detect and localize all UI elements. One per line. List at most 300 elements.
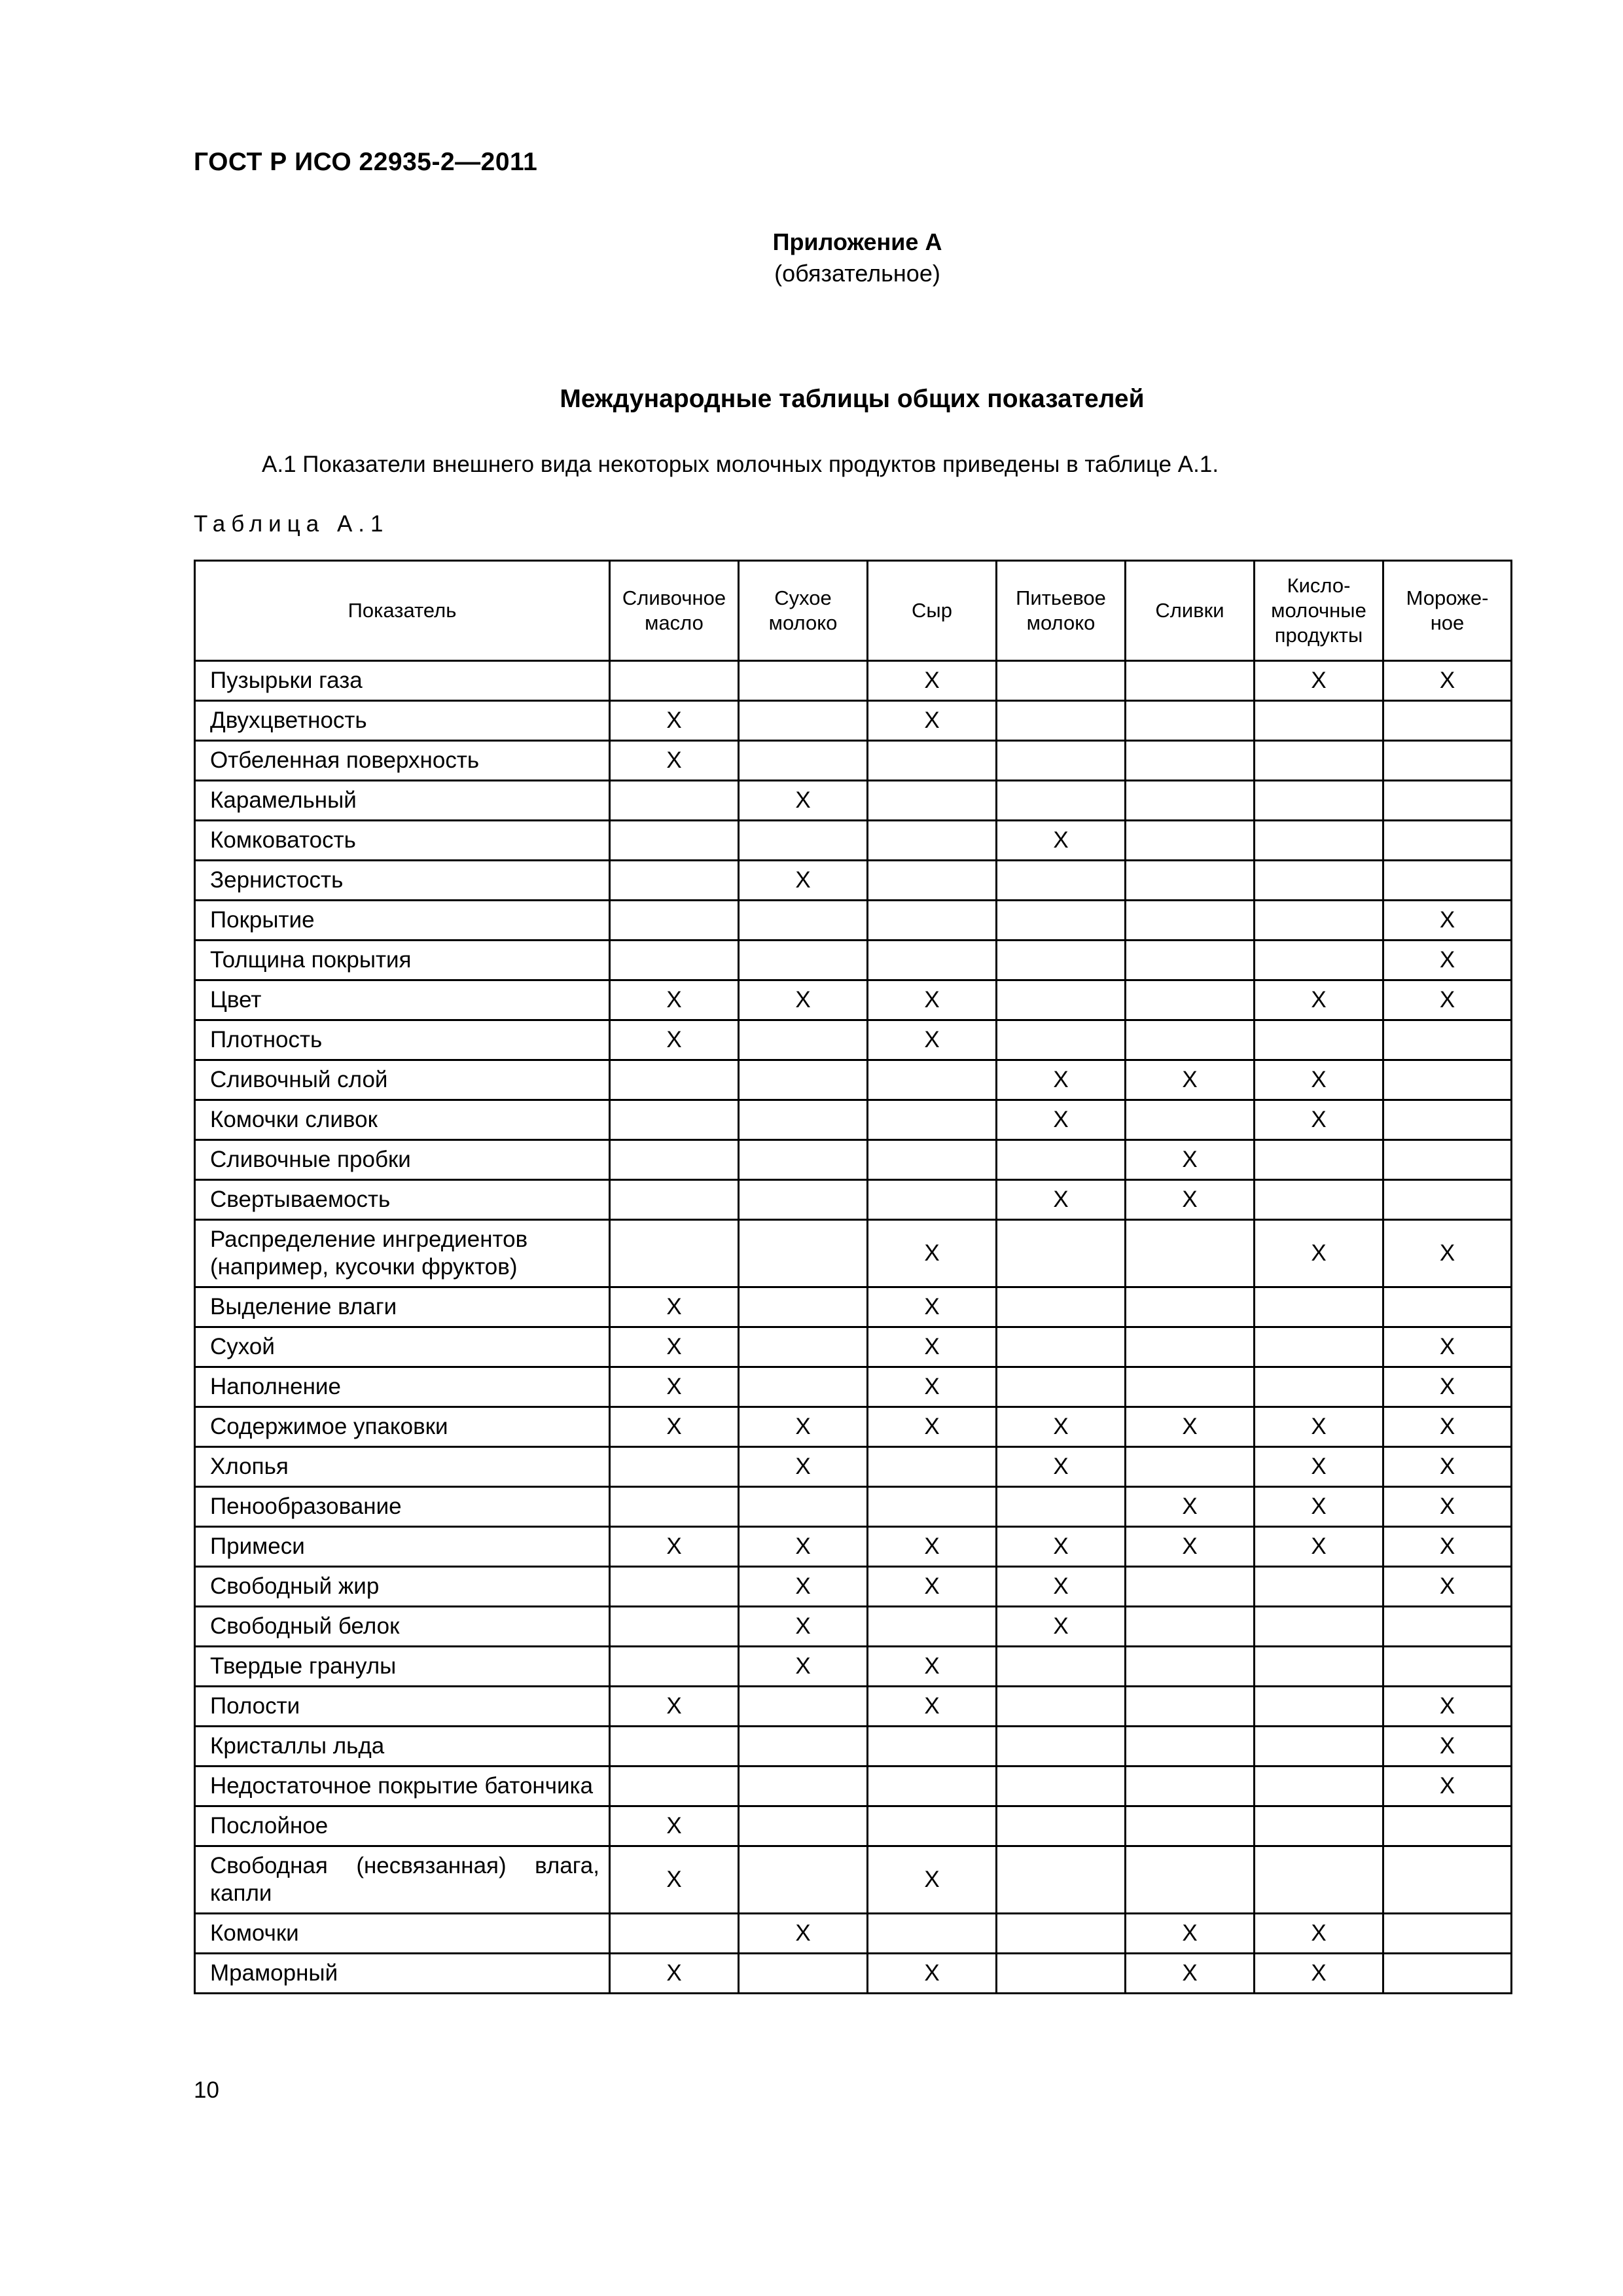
mark-cell bbox=[1383, 1100, 1512, 1140]
mark-cell bbox=[997, 1220, 1126, 1287]
mark-cell bbox=[868, 1100, 997, 1140]
mark-cell bbox=[1126, 1180, 1255, 1220]
indicator-name-cell bbox=[195, 1647, 610, 1687]
mark-cell bbox=[1126, 1447, 1255, 1487]
column-header-line: масло bbox=[645, 611, 704, 634]
mark-cell bbox=[997, 1954, 1126, 1994]
applicable-mark: X bbox=[1053, 1414, 1069, 1439]
table-row bbox=[195, 1527, 1512, 1567]
mark-cell bbox=[1255, 1527, 1383, 1567]
mark-cell bbox=[868, 1954, 997, 1994]
mark-cell bbox=[1383, 1327, 1512, 1367]
applicable-mark: X bbox=[1182, 1920, 1198, 1946]
indicator-name-cell bbox=[195, 1727, 610, 1767]
mark-cell bbox=[739, 781, 868, 821]
mark-cell bbox=[1126, 1287, 1255, 1327]
mark-cell bbox=[739, 1727, 868, 1767]
mark-cell bbox=[610, 980, 739, 1020]
applicable-mark: X bbox=[924, 1653, 940, 1679]
applicable-mark: X bbox=[1439, 1494, 1455, 1519]
table-row bbox=[195, 701, 1512, 741]
indicator-name-cell bbox=[195, 781, 610, 821]
indicator-name: Послойное bbox=[210, 1813, 329, 1839]
mark-cell bbox=[1383, 1407, 1512, 1447]
mark-cell bbox=[1255, 701, 1383, 741]
indicator-name-cell bbox=[195, 1687, 610, 1727]
mark-cell bbox=[997, 781, 1126, 821]
applicable-mark: X bbox=[1053, 1613, 1069, 1639]
mark-cell bbox=[1383, 1607, 1512, 1647]
mark-cell bbox=[739, 861, 868, 901]
mark-cell bbox=[739, 1914, 868, 1954]
mark-cell bbox=[997, 821, 1126, 861]
indicators-table bbox=[194, 560, 1512, 1994]
mark-cell bbox=[739, 1806, 868, 1846]
mark-cell bbox=[1126, 661, 1255, 701]
indicator-name-cell bbox=[195, 1954, 610, 1994]
applicable-mark: X bbox=[1311, 1067, 1327, 1092]
mark-cell bbox=[1383, 781, 1512, 821]
indicator-name-cell bbox=[195, 1327, 610, 1367]
mark-cell bbox=[868, 821, 997, 861]
mark-cell bbox=[1383, 1527, 1512, 1567]
mark-cell bbox=[997, 1647, 1126, 1687]
mark-cell bbox=[610, 1020, 739, 1060]
indicator-name: Сливочные пробки bbox=[210, 1147, 411, 1172]
mark-cell bbox=[739, 941, 868, 980]
mark-cell bbox=[739, 1100, 868, 1140]
column-header-line: Сливки bbox=[1155, 599, 1224, 622]
mark-cell bbox=[1255, 741, 1383, 781]
mark-cell bbox=[997, 1567, 1126, 1607]
mark-cell bbox=[610, 741, 739, 781]
applicable-mark: X bbox=[924, 1960, 940, 1986]
table-row bbox=[195, 1687, 1512, 1727]
indicator-name: Цвет bbox=[210, 987, 262, 1013]
mark-cell bbox=[997, 861, 1126, 901]
table-body bbox=[195, 661, 1512, 1994]
mark-cell bbox=[739, 1607, 868, 1647]
indicator-name-cell bbox=[195, 1020, 610, 1060]
mark-cell bbox=[868, 1287, 997, 1327]
mark-cell bbox=[610, 1180, 739, 1220]
applicable-mark: X bbox=[924, 1414, 940, 1439]
mark-cell bbox=[1126, 1100, 1255, 1140]
applicable-mark: X bbox=[795, 1534, 811, 1559]
indicator-name: Покрытие bbox=[210, 907, 315, 933]
indicator-name-cell bbox=[195, 1367, 610, 1407]
column-header-line: молоко bbox=[1026, 611, 1096, 634]
mark-cell bbox=[610, 941, 739, 980]
mark-cell bbox=[997, 1806, 1126, 1846]
applicable-mark: X bbox=[1439, 947, 1455, 973]
mark-cell bbox=[610, 1647, 739, 1687]
applicable-mark: X bbox=[666, 1693, 682, 1719]
applicable-mark: X bbox=[1439, 1733, 1455, 1759]
mark-cell bbox=[739, 1287, 868, 1327]
mark-cell bbox=[739, 901, 868, 941]
mark-cell bbox=[1126, 1567, 1255, 1607]
mark-cell bbox=[739, 1220, 868, 1287]
mark-cell bbox=[610, 1327, 739, 1367]
indicator-name: Наполнение bbox=[210, 1374, 341, 1399]
mark-cell bbox=[868, 1407, 997, 1447]
mark-cell bbox=[610, 1100, 739, 1140]
table-row bbox=[195, 1180, 1512, 1220]
mark-cell bbox=[610, 1407, 739, 1447]
mark-cell bbox=[868, 661, 997, 701]
applicable-mark: X bbox=[666, 747, 682, 773]
applicable-mark: X bbox=[1311, 1414, 1327, 1439]
mark-cell bbox=[1383, 1367, 1512, 1407]
mark-cell bbox=[739, 1327, 868, 1367]
applicable-mark: X bbox=[666, 1334, 682, 1359]
indicator-name-cell bbox=[195, 1846, 610, 1914]
applicable-mark: X bbox=[924, 1240, 940, 1266]
mark-cell bbox=[997, 1914, 1126, 1954]
document-code: ГОСТ Р ИСО 22935-2—2011 bbox=[194, 148, 538, 176]
mark-cell bbox=[868, 1180, 997, 1220]
indicator-name-cell bbox=[195, 821, 610, 861]
mark-cell bbox=[1126, 1727, 1255, 1767]
mark-cell bbox=[997, 1100, 1126, 1140]
mark-cell bbox=[997, 901, 1126, 941]
mark-cell bbox=[868, 980, 997, 1020]
mark-cell bbox=[610, 1447, 739, 1487]
applicable-mark: X bbox=[795, 1920, 811, 1946]
mark-cell bbox=[1255, 1567, 1383, 1607]
mark-cell bbox=[1126, 821, 1255, 861]
indicator-name: Твердые гранулы bbox=[210, 1653, 397, 1679]
indicator-name-cell bbox=[195, 861, 610, 901]
mark-cell bbox=[1255, 1367, 1383, 1407]
indicator-name-cell bbox=[195, 1287, 610, 1327]
mark-cell bbox=[739, 701, 868, 741]
mark-cell bbox=[610, 1367, 739, 1407]
mark-cell bbox=[610, 1607, 739, 1647]
mark-cell bbox=[868, 1447, 997, 1487]
table-row bbox=[195, 901, 1512, 941]
mark-cell bbox=[1255, 1914, 1383, 1954]
mark-cell bbox=[1126, 1327, 1255, 1367]
applicable-mark: X bbox=[1439, 1534, 1455, 1559]
indicator-name-cell bbox=[195, 1220, 610, 1287]
mark-cell bbox=[997, 1447, 1126, 1487]
mark-cell bbox=[868, 1647, 997, 1687]
applicable-mark: X bbox=[1311, 1107, 1327, 1132]
applicable-mark: X bbox=[1311, 1960, 1327, 1986]
indicator-name: Выделение влаги bbox=[210, 1294, 397, 1319]
column-header-line: Показатель bbox=[348, 599, 457, 622]
applicable-mark: X bbox=[1053, 1454, 1069, 1479]
mark-cell bbox=[997, 1527, 1126, 1567]
applicable-mark: X bbox=[1439, 1573, 1455, 1599]
mark-cell bbox=[1383, 1567, 1512, 1607]
mark-cell bbox=[1383, 1914, 1512, 1954]
table-row bbox=[195, 1767, 1512, 1806]
applicable-mark: X bbox=[924, 1573, 940, 1599]
mark-cell bbox=[1255, 861, 1383, 901]
applicable-mark: X bbox=[795, 1613, 811, 1639]
indicator-name-cell bbox=[195, 1567, 610, 1607]
mark-cell bbox=[1255, 661, 1383, 701]
indicator-name: Мраморный bbox=[210, 1960, 338, 1986]
applicable-mark: X bbox=[666, 708, 682, 733]
mark-cell bbox=[610, 1287, 739, 1327]
applicable-mark: X bbox=[924, 668, 940, 693]
applicable-mark: X bbox=[795, 1653, 811, 1679]
mark-cell bbox=[1126, 1020, 1255, 1060]
column-header-product bbox=[1126, 561, 1255, 661]
mark-cell bbox=[1383, 1954, 1512, 1994]
table-row bbox=[195, 1060, 1512, 1100]
mark-cell bbox=[868, 1327, 997, 1367]
indicator-name: Пенообразование bbox=[210, 1494, 402, 1519]
applicable-mark: X bbox=[1439, 1414, 1455, 1439]
mark-cell bbox=[739, 1767, 868, 1806]
mark-cell bbox=[1255, 1727, 1383, 1767]
mark-cell bbox=[610, 861, 739, 901]
mark-cell bbox=[1126, 1487, 1255, 1527]
indicator-name-cell bbox=[195, 1487, 610, 1527]
mark-cell bbox=[1255, 1487, 1383, 1527]
mark-cell bbox=[1255, 1060, 1383, 1100]
mark-cell bbox=[610, 1914, 739, 1954]
mark-cell bbox=[610, 1806, 739, 1846]
table-row bbox=[195, 1220, 1512, 1287]
column-header-product bbox=[1255, 561, 1383, 661]
mark-cell bbox=[1126, 1367, 1255, 1407]
indicator-name-cell bbox=[195, 1140, 610, 1180]
table-row bbox=[195, 941, 1512, 980]
applicable-mark: X bbox=[666, 1867, 682, 1892]
mark-cell bbox=[1126, 1914, 1255, 1954]
applicable-mark: X bbox=[666, 1813, 682, 1839]
applicable-mark: X bbox=[1182, 1960, 1198, 1986]
mark-cell bbox=[1126, 1140, 1255, 1180]
mark-cell bbox=[868, 741, 997, 781]
mark-cell bbox=[997, 661, 1126, 701]
table-row bbox=[195, 1567, 1512, 1607]
column-header-line: молочные bbox=[1271, 599, 1366, 622]
column-header-line: ное bbox=[1430, 611, 1465, 634]
column-header-product bbox=[739, 561, 868, 661]
table-row bbox=[195, 980, 1512, 1020]
mark-cell bbox=[610, 781, 739, 821]
applicable-mark: X bbox=[1053, 1534, 1069, 1559]
mark-cell bbox=[739, 1527, 868, 1567]
applicable-mark: X bbox=[1053, 1187, 1069, 1212]
mark-cell bbox=[997, 1327, 1126, 1367]
mark-cell bbox=[739, 1846, 868, 1914]
applicable-mark: X bbox=[1053, 1107, 1069, 1132]
applicable-mark: X bbox=[1439, 907, 1455, 933]
mark-cell bbox=[739, 1647, 868, 1687]
table-row bbox=[195, 1487, 1512, 1527]
mark-cell bbox=[868, 1607, 997, 1647]
mark-cell bbox=[1126, 741, 1255, 781]
applicable-mark: X bbox=[1182, 1494, 1198, 1519]
mark-cell bbox=[739, 1180, 868, 1220]
mark-cell bbox=[739, 1020, 868, 1060]
mark-cell bbox=[868, 781, 997, 821]
table-row bbox=[195, 1806, 1512, 1846]
indicator-name: Пузырьки газа bbox=[210, 668, 363, 693]
applicable-mark: X bbox=[924, 1027, 940, 1052]
table-row bbox=[195, 661, 1512, 701]
indicator-name: Комочки bbox=[210, 1920, 299, 1946]
indicator-name-cell bbox=[195, 1914, 610, 1954]
table-row bbox=[195, 1287, 1512, 1327]
mark-cell bbox=[1383, 1447, 1512, 1487]
mark-cell bbox=[868, 1367, 997, 1407]
applicable-mark: X bbox=[924, 1693, 940, 1719]
indicator-name-cell bbox=[195, 661, 610, 701]
mark-cell bbox=[610, 1140, 739, 1180]
applicable-mark: X bbox=[1311, 1240, 1327, 1266]
mark-cell bbox=[1383, 1806, 1512, 1846]
table-row bbox=[195, 861, 1512, 901]
mark-cell bbox=[1383, 1767, 1512, 1806]
mark-cell bbox=[1255, 1140, 1383, 1180]
mark-cell bbox=[1255, 1846, 1383, 1914]
mark-cell bbox=[1383, 1487, 1512, 1527]
applicable-mark: X bbox=[1311, 1494, 1327, 1519]
column-header-product bbox=[997, 561, 1126, 661]
mark-cell bbox=[610, 701, 739, 741]
table-row bbox=[195, 1407, 1512, 1447]
applicable-mark: X bbox=[666, 987, 682, 1013]
indicator-name-cell bbox=[195, 1767, 610, 1806]
table-row bbox=[195, 1367, 1512, 1407]
table-row bbox=[195, 821, 1512, 861]
mark-cell bbox=[868, 1567, 997, 1607]
mark-cell bbox=[1126, 1767, 1255, 1806]
table-row bbox=[195, 781, 1512, 821]
mark-cell bbox=[739, 1954, 868, 1994]
mark-cell bbox=[1126, 1687, 1255, 1727]
applicable-mark: X bbox=[795, 1454, 811, 1479]
intro-paragraph: А.1 Показатели внешнего вида некоторых молочных продуктов приведены в таблице А.1. bbox=[262, 452, 1219, 477]
mark-cell bbox=[997, 1846, 1126, 1914]
indicator-name: Сливочный слой bbox=[210, 1067, 388, 1092]
indicator-name: Свободный жир bbox=[210, 1573, 380, 1599]
mark-cell bbox=[1126, 901, 1255, 941]
indicator-name: Сухой bbox=[210, 1334, 275, 1359]
mark-cell bbox=[997, 1020, 1126, 1060]
mark-cell bbox=[1383, 1020, 1512, 1060]
applicable-mark: X bbox=[1439, 1240, 1455, 1266]
mark-cell bbox=[1383, 980, 1512, 1020]
mark-cell bbox=[739, 980, 868, 1020]
mark-cell bbox=[739, 1487, 868, 1527]
indicator-name: Содержимое упаковки bbox=[210, 1414, 448, 1439]
mark-cell bbox=[610, 1567, 739, 1607]
table-row bbox=[195, 1140, 1512, 1180]
mark-cell bbox=[1126, 1954, 1255, 1994]
indicator-name: Комочки сливок bbox=[210, 1107, 378, 1132]
mark-cell bbox=[1126, 861, 1255, 901]
mark-cell bbox=[868, 901, 997, 941]
section-title: Международные таблицы общих показателей bbox=[560, 385, 1145, 413]
applicable-mark: X bbox=[924, 1374, 940, 1399]
indicator-name-cell bbox=[195, 1407, 610, 1447]
mark-cell bbox=[997, 1060, 1126, 1100]
annex-title: Приложение А bbox=[772, 228, 942, 255]
mark-cell bbox=[1383, 1287, 1512, 1327]
indicator-name: Кристаллы льда bbox=[210, 1733, 385, 1759]
mark-cell bbox=[1255, 1954, 1383, 1994]
mark-cell bbox=[1383, 1220, 1512, 1287]
mark-cell bbox=[1255, 1100, 1383, 1140]
indicator-name: (например, кусочки фруктов) bbox=[210, 1254, 518, 1280]
applicable-mark: X bbox=[1439, 668, 1455, 693]
table-row bbox=[195, 1100, 1512, 1140]
mark-cell bbox=[1126, 941, 1255, 980]
indicator-name: Свободный белок bbox=[210, 1613, 400, 1639]
applicable-mark: X bbox=[1182, 1147, 1198, 1172]
mark-cell bbox=[1126, 701, 1255, 741]
indicator-name: Зернистость bbox=[210, 867, 344, 893]
mark-cell bbox=[868, 1060, 997, 1100]
mark-cell bbox=[1383, 821, 1512, 861]
mark-cell bbox=[610, 821, 739, 861]
indicator-name-cell bbox=[195, 901, 610, 941]
mark-cell bbox=[868, 1687, 997, 1727]
page-number: 10 bbox=[194, 2077, 219, 2103]
mark-cell bbox=[868, 1914, 997, 1954]
mark-cell bbox=[1255, 1327, 1383, 1367]
mark-cell bbox=[1255, 821, 1383, 861]
applicable-mark: X bbox=[666, 1374, 682, 1399]
mark-cell bbox=[997, 1407, 1126, 1447]
mark-cell bbox=[1255, 1687, 1383, 1727]
indicator-name: Свободная (несвязанная) влага, капли bbox=[210, 1853, 599, 1906]
applicable-mark: X bbox=[666, 1534, 682, 1559]
mark-cell bbox=[1255, 980, 1383, 1020]
mark-cell bbox=[1255, 1180, 1383, 1220]
mark-cell bbox=[739, 1687, 868, 1727]
mark-cell bbox=[1255, 941, 1383, 980]
mark-cell bbox=[997, 701, 1126, 741]
table-row bbox=[195, 1020, 1512, 1060]
mark-cell bbox=[868, 1527, 997, 1567]
applicable-mark: X bbox=[1311, 1454, 1327, 1479]
mark-cell bbox=[1126, 980, 1255, 1020]
indicator-name: Полости bbox=[210, 1693, 300, 1719]
column-header-product bbox=[1383, 561, 1512, 661]
table-header-row bbox=[195, 561, 1512, 661]
mark-cell bbox=[1383, 861, 1512, 901]
mark-cell bbox=[739, 661, 868, 701]
indicator-name: Свертываемость bbox=[210, 1187, 391, 1212]
applicable-mark: X bbox=[1182, 1534, 1198, 1559]
indicator-name: Отбеленная поверхность bbox=[210, 747, 480, 773]
mark-cell bbox=[739, 1060, 868, 1100]
indicator-name-cell bbox=[195, 741, 610, 781]
mark-cell bbox=[610, 901, 739, 941]
applicable-mark: X bbox=[1311, 668, 1327, 693]
mark-cell bbox=[1126, 1527, 1255, 1567]
table-row bbox=[195, 1846, 1512, 1914]
mark-cell bbox=[1255, 1447, 1383, 1487]
mark-cell bbox=[739, 821, 868, 861]
mark-cell bbox=[997, 1367, 1126, 1407]
applicable-mark: X bbox=[1439, 1334, 1455, 1359]
mark-cell bbox=[1255, 1806, 1383, 1846]
applicable-mark: X bbox=[795, 1573, 811, 1599]
table-row bbox=[195, 1727, 1512, 1767]
